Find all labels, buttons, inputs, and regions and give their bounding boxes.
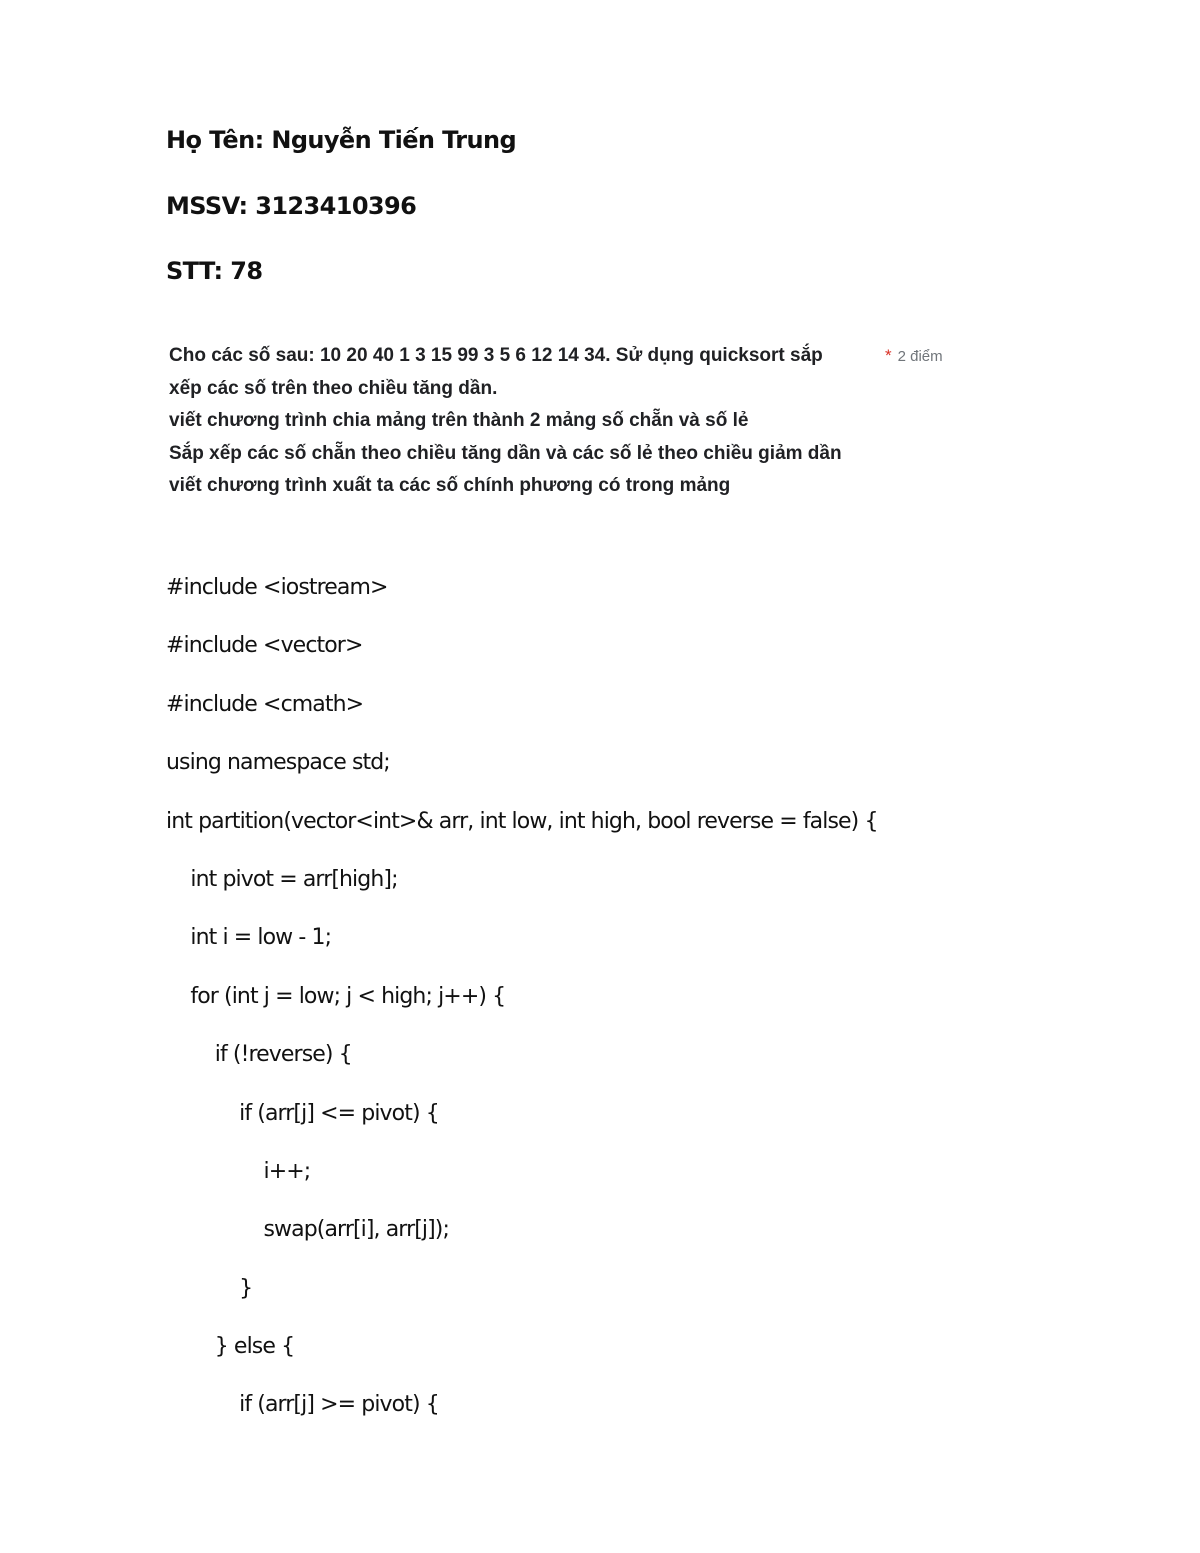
points-label (885, 340, 943, 374)
code-line: #include <iostream> (166, 575, 388, 600)
code-line: i++; (166, 1158, 311, 1184)
code-line: if (!reverse) { (166, 1042, 352, 1068)
points-value: 2 điểm (897, 348, 943, 365)
code-line: #include <vector> (166, 633, 363, 659)
code-line: } else { (166, 1334, 295, 1360)
code-line: if (arr[j] >= pivot) { (166, 1392, 439, 1418)
code-line: #include <cmath> (166, 691, 364, 717)
code-line: for (int j = low; j < high; j++) { (166, 983, 506, 1009)
code-line: using namespace std; (166, 750, 390, 776)
code-line: int i = low - 1; (166, 925, 332, 951)
question-line: xếp các số trên theo chiều tăng dần. (169, 377, 498, 399)
question-line: viết chương trình xuất ta các số chính phương có trong mảng (169, 475, 731, 496)
question-line: Cho các số sau: 10 20 40 1 3 15 99 3 5 6 12 14 34. Sử dụng quicksort sắp (169, 345, 823, 366)
question-line: viết chương trình chia mảng trên thành 2 mảng số chẵn và số lẻ (169, 410, 749, 431)
code-line: int pivot = arr[high]; (166, 866, 398, 892)
question-block (169, 340, 969, 503)
student-stt: STT: 78 (166, 257, 263, 285)
code-line: } (166, 1275, 253, 1301)
code-line: swap(arr[i], arr[j]); (166, 1217, 449, 1243)
code-line: int partition(vector<int>& arr, int low, int high, bool reverse = false) { (166, 808, 878, 834)
student-name: Họ Tên: Nguyễn Tiến Trung (166, 126, 517, 154)
code-block (166, 569, 878, 1445)
student-id: MSSV: 3123410396 (166, 192, 417, 220)
required-star: * (885, 346, 892, 365)
code-line: if (arr[j] <= pivot) { (166, 1100, 439, 1126)
question-line: Sắp xếp các số chẵn theo chiều tăng dần và các số lẻ theo chiều giảm dần (169, 442, 842, 464)
